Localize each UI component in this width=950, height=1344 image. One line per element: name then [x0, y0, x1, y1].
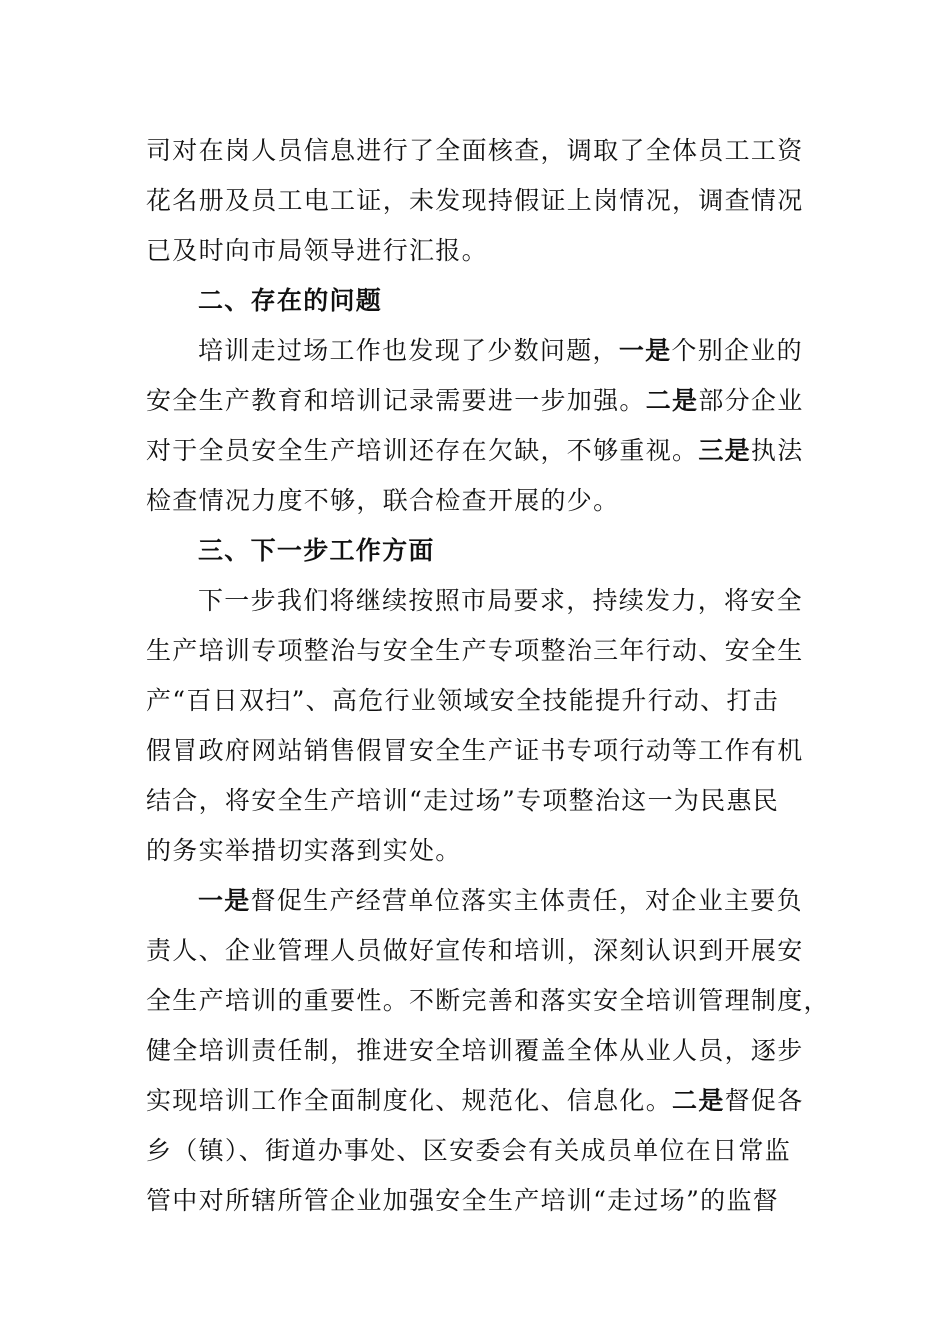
paragraph-line: 花名册及员工电工证，未发现持假证上岗情况，调查情况 — [146, 186, 804, 215]
bold-marker: 二是 — [645, 386, 699, 415]
text-run: 部分企业 — [698, 386, 804, 415]
paragraph-line: 结合，将安全生产培训“走过场”专项整治这一为民惠民 — [146, 786, 780, 815]
paragraph-line: 乡（镇）、街道办事处、区安委会有关成员单位在日常监 — [146, 1136, 792, 1165]
paragraph-line — [146, 876, 806, 926]
section-heading-problems: 二、存在的问题 — [198, 286, 383, 315]
text-run: 督促生产经营单位落实主体责任，对企业主要负 — [250, 886, 803, 915]
paragraph-line: 已及时向市局领导进行汇报。 — [146, 236, 488, 265]
paragraph-line: 健全培训责任制，推进安全培训覆盖全体从业人员，逐步 — [146, 1036, 804, 1065]
text-run: 个别企业的 — [671, 336, 803, 365]
paragraph-line: 司对在岗人员信息进行了全面核查，调取了全体员工工资 — [146, 136, 804, 165]
text-run: 实现培训工作全面制度化、规范化、信息化。 — [146, 1086, 673, 1115]
bold-marker: 一是 — [198, 886, 251, 915]
bold-marker: 一是 — [618, 336, 672, 365]
text-run: 对于全员安全生产培训还存在欠缺，不够重视。 — [146, 436, 699, 465]
paragraph-line: 全生产培训的重要性。不断完善和落实安全培训管理制度， — [146, 986, 830, 1015]
paragraph-line: 假冒政府网站销售假冒安全生产证书专项行动等工作有机 — [146, 736, 804, 765]
text-run: 执法 — [750, 436, 804, 465]
paragraph-line: 检查情况力度不够，联合检查开展的少。 — [146, 486, 620, 515]
paragraph-line — [146, 426, 806, 476]
paragraph-line: 责人、企业管理人员做好宣传和培训，深刻认识到开展安 — [146, 936, 804, 965]
paragraph-line — [146, 1076, 806, 1126]
text-run: 安全生产教育和培训记录需要进一步加强。 — [146, 386, 646, 415]
paragraph-line: 产“百日双扫”、高危行业领域安全技能提升行动、打击 — [146, 686, 780, 715]
paragraph-line: 的务实举措切实落到实处。 — [146, 836, 462, 865]
section-heading-next-steps: 三、下一步工作方面 — [198, 536, 435, 565]
paragraph-line: 下一步我们将继续按照市局要求，持续发力，将安全 — [198, 586, 803, 615]
paragraph-line — [146, 326, 806, 376]
bold-marker: 二是 — [672, 1086, 725, 1115]
paragraph-line: 生产培训专项整治与安全生产专项整治三年行动、安全生 — [146, 636, 804, 665]
text-run: 培训走过场工作也发现了少数问题， — [198, 336, 619, 365]
text-run: 督促各 — [724, 1086, 804, 1115]
paragraph-line: 管中对所辖所管企业加强安全生产培训“走过场”的监督 — [146, 1186, 780, 1215]
paragraph-line — [146, 376, 806, 426]
bold-marker: 三是 — [698, 436, 751, 465]
document-page — [146, 126, 830, 1226]
